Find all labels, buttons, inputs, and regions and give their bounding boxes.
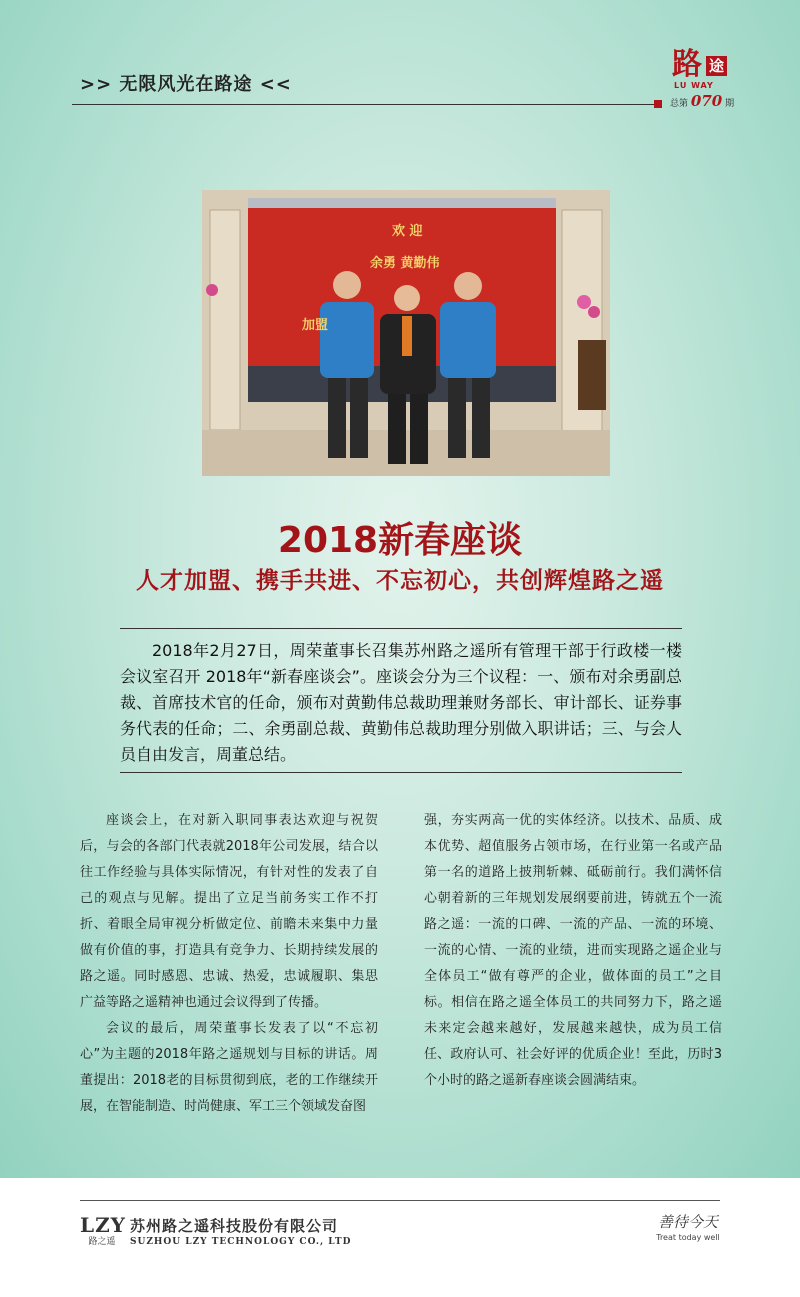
- lzy-logo-text: LZY: [80, 1213, 126, 1237]
- article-lede: 2018年2月27日，周荣董事长召集苏州路之遥所有管理干部于行政楼一楼会议室召开 2018年“新春座谈会”。座谈会分为三个议程：一、颁布对余勇副总裁、首席技术官的任命，颁布对黄勤伟总裁助理兼财务部长、审计部长、证券事务代表的任命；二、余勇副总裁、黄勤伟总裁助理分别做入职讲话；三、与会人员自由发言，周董总结。: [120, 641, 682, 764]
- motto-en: Treat today well: [656, 1233, 720, 1242]
- article-subtitle: 人才加盟、携手共进、不忘初心，共创辉煌路之遥: [136, 568, 664, 594]
- body-column-right: [424, 808, 722, 1094]
- banner-line-3: 加盟: [302, 318, 329, 333]
- motto-cn: 善待今天: [657, 1213, 718, 1231]
- company-name-cn: 苏州路之遥科技股份有限公司: [130, 1217, 339, 1235]
- header-divider: [72, 104, 658, 105]
- logo-char-tu: 途: [706, 56, 727, 76]
- issue-prefix: 总第: [670, 99, 689, 109]
- lede-bottom-rule: [120, 772, 682, 773]
- lede-top-rule: [120, 628, 682, 629]
- issue-suffix: 期: [725, 99, 735, 109]
- banner-line-1: 欢 迎: [392, 224, 423, 239]
- article-title: 2018新春座谈: [277, 520, 523, 561]
- body-paragraph: 强，夯实两高一优的实体经济。以技术、品质、成本优势、超值服务占领市场，在行业第一名或产品第一名的道路上披荆斩棘、砥砺前行。我们满怀信心朝着新的三年规划发展纲要前进，铸就五个一流路之遥：一流的口碑、一流的产品、一流的环境、一流的心情、一流的业绩，进而实现路之遥企业与全体员工“做有尊严的企业，做体面的员工”之目标。相信在路之遥全体员工的共同努力下，路之遥未来定会越来越好，发展越来越快，成为员工信任、政府认可、社会好评的优质企业！至此，历时3个小时的路之遥新春座谈会圆满结束。: [424, 813, 722, 1088]
- motto: [648, 1212, 728, 1244]
- issue-number: [670, 92, 734, 110]
- logo-char-lu: 路: [672, 47, 702, 82]
- section-tag: >> 无限风光在路途 <<: [80, 74, 292, 95]
- lzy-logo: [80, 1214, 124, 1248]
- company-name: [130, 1217, 351, 1249]
- meeting-photo: [202, 190, 610, 476]
- lzy-logo-sub: 路之遥: [88, 1237, 116, 1247]
- footer-divider: [80, 1200, 720, 1201]
- issue-num: 070: [690, 92, 723, 110]
- body-column-left: [80, 808, 378, 1120]
- body-paragraph: 会议的最后，周荣董事长发表了以“不忘初心”为主题的2018年路之遥规划与目标的讲话。周董提出：2018老的目标贯彻到底，老的工作继续开展，在智能制造、时尚健康、军工三个领域发奋图: [80, 1021, 378, 1114]
- banner-line-2: 余勇 黄勤伟: [370, 256, 440, 271]
- luway-logo: [672, 48, 734, 92]
- body-paragraph: 座谈会上，在对新入职同事表达欢迎与祝贺后，与会的各部门代表就2018年公司发展，结合以往工作经验与具体实际情况，有针对性的发表了自己的观点与见解。提出了立足当前务实工作不打折、着眼全局审视分析做定位、前瞻未来集中力量做有价值的事，打造具有竞争力、长期持续发展的路之遥。同时感恩、忠诚、热爱，忠诚履职、集思广益等路之遥精神也通过会议得到了传播。: [80, 813, 378, 1010]
- company-name-en: SUZHOU LZY TECHNOLOGY CO., LTD: [130, 1237, 352, 1247]
- header-marker: [654, 100, 662, 108]
- logo-english: LU WAY: [674, 81, 714, 90]
